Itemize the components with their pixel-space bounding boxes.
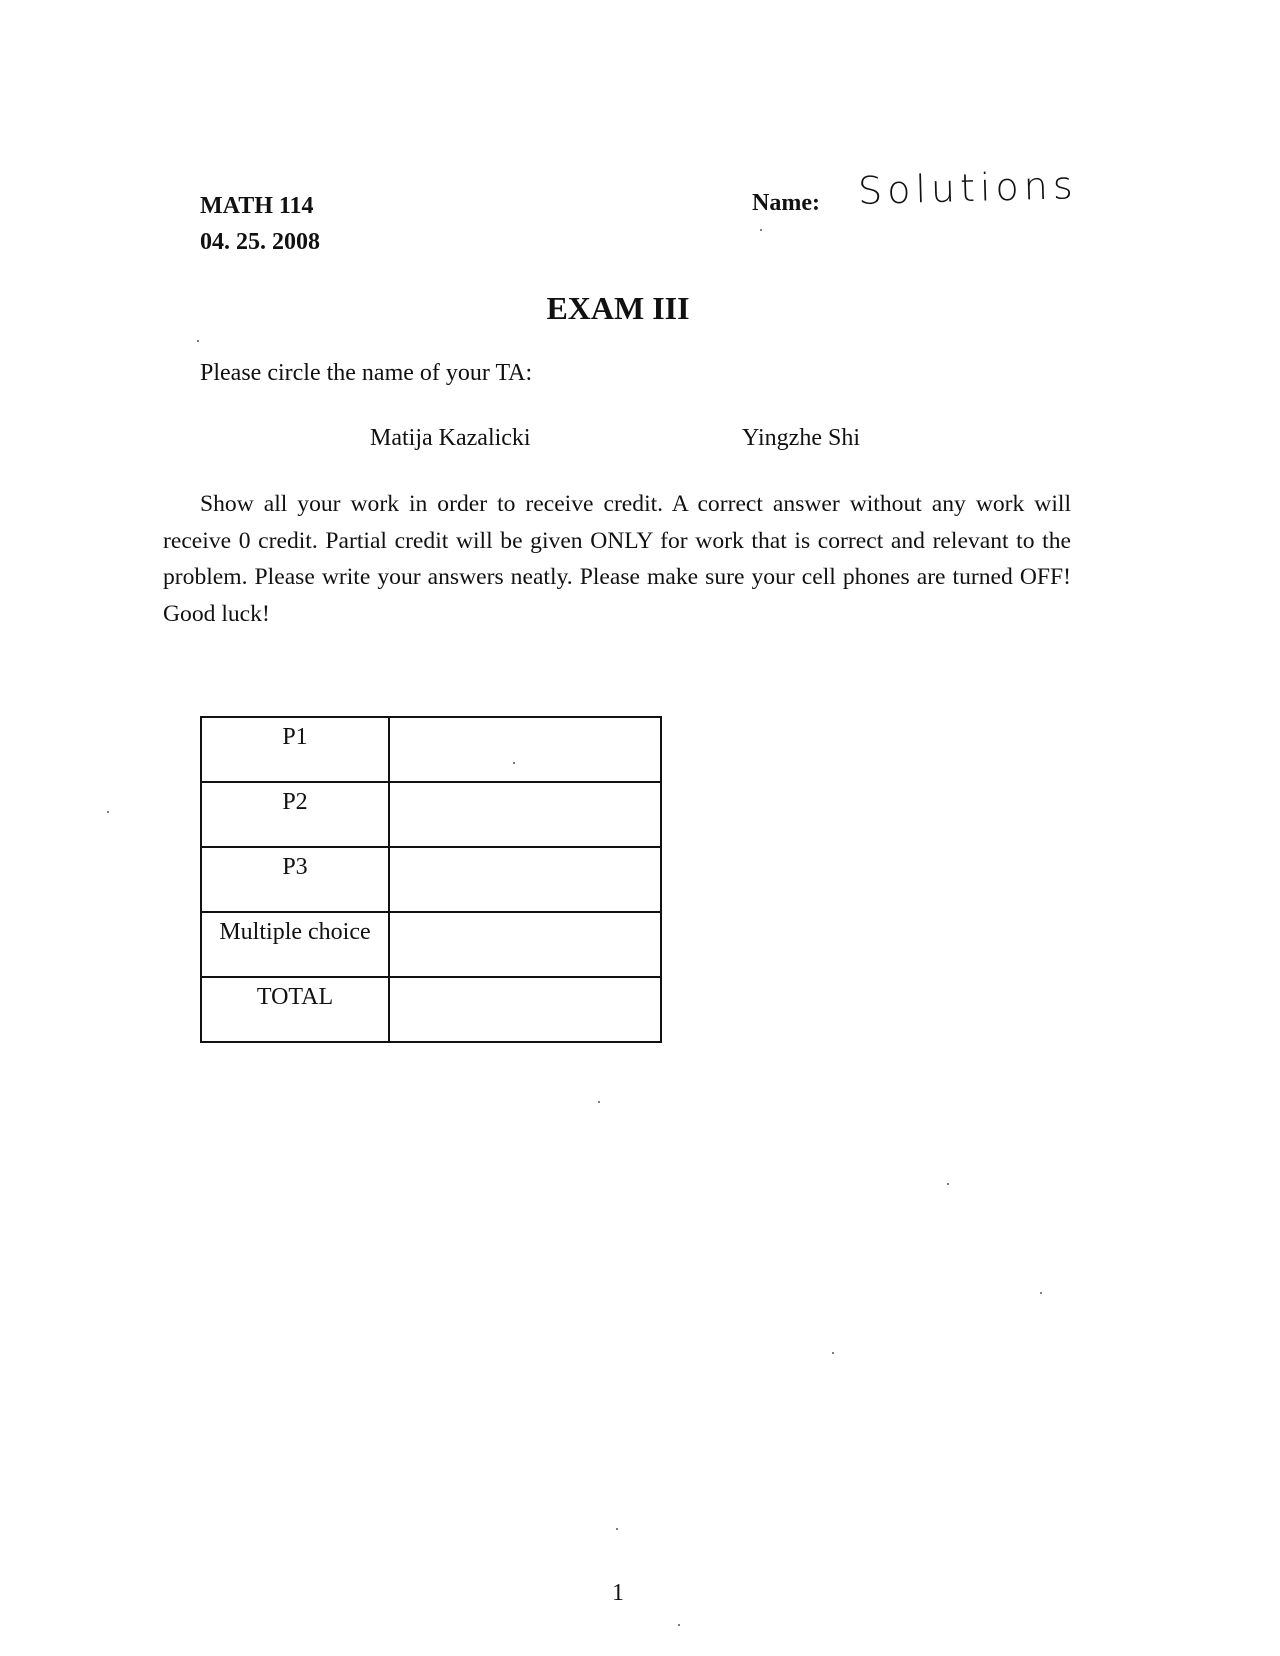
table-row <box>201 847 661 912</box>
score-cell <box>389 782 661 847</box>
scan-speck <box>616 1528 618 1530</box>
scan-speck <box>947 1183 949 1185</box>
course-info <box>200 188 320 260</box>
scan-speck <box>832 1352 834 1354</box>
scan-speck <box>197 340 199 342</box>
row-label: P1 <box>201 717 389 782</box>
table-row <box>201 977 661 1042</box>
scan-speck <box>513 762 515 764</box>
scan-speck <box>107 811 109 813</box>
score-cell <box>389 912 661 977</box>
table-row <box>201 717 661 782</box>
scan-speck <box>678 1624 680 1626</box>
score-cell <box>389 977 661 1042</box>
name-label: Name: <box>752 190 820 216</box>
row-label: P3 <box>201 847 389 912</box>
score-table <box>200 716 662 1043</box>
exam-date: 04. 25. 2008 <box>200 229 320 255</box>
course-code: MATH 114 <box>200 193 314 219</box>
scan-speck <box>1040 1292 1042 1294</box>
score-cell <box>389 847 661 912</box>
row-label: TOTAL <box>201 977 389 1042</box>
scan-speck <box>598 1101 600 1103</box>
scan-speck <box>760 229 762 231</box>
exam-instructions: Show all your work in order to receive credit. A correct answer without any work will receive 0 credit. Partial credit will be given ONLY for work that is correct and relevant to the problem. Please write your answers neatly. Please make sure your cell phones are turned OFF! Good luck! <box>163 491 1071 627</box>
score-cell <box>389 717 661 782</box>
row-label: P2 <box>201 782 389 847</box>
table-row <box>201 782 661 847</box>
name-handwritten-value: Solutions <box>857 163 1079 213</box>
ta-prompt: Please circle the name of your TA: <box>200 360 533 386</box>
ta-name-1[interactable]: Matija Kazalicki <box>370 425 531 451</box>
exam-title: EXAM III <box>546 290 690 326</box>
page-number: 1 <box>612 1580 624 1606</box>
table-row <box>201 912 661 977</box>
row-label: Multiple choice <box>201 912 389 977</box>
ta-name-2[interactable]: Yingzhe Shi <box>742 425 860 451</box>
